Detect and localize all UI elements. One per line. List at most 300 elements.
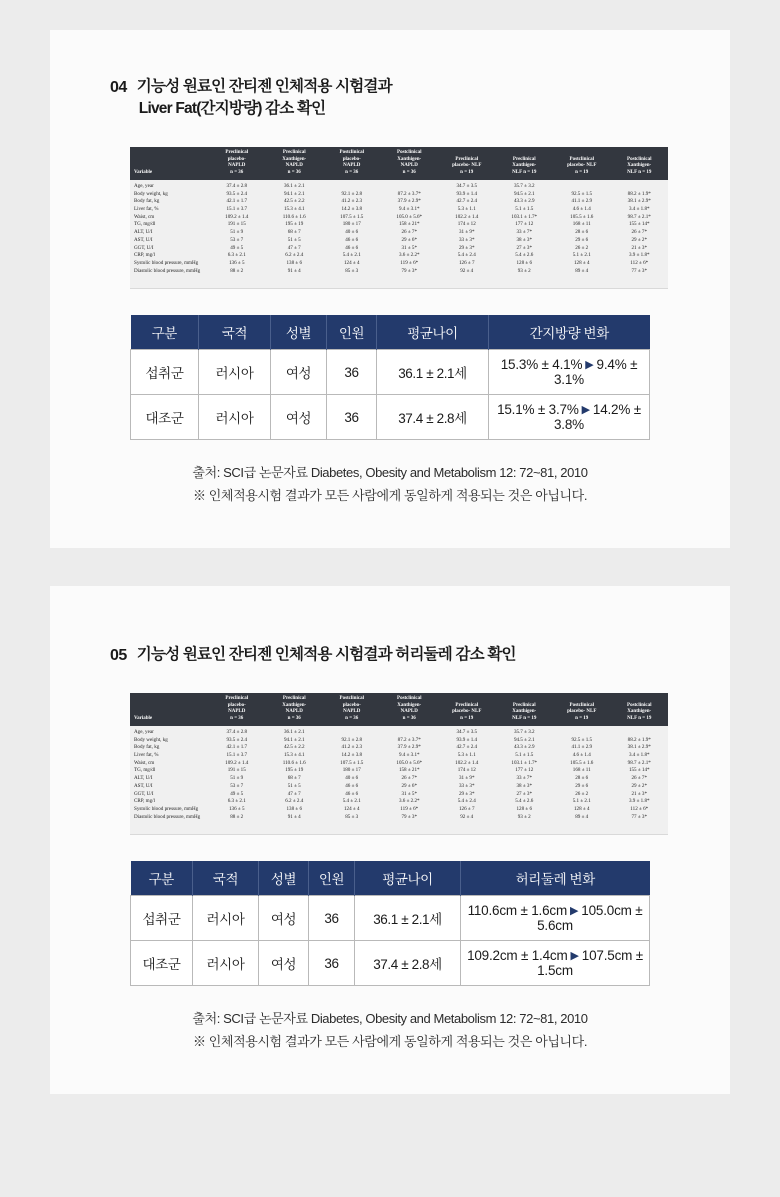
summary-body <box>131 350 650 440</box>
cell-variable: ALT, U/I <box>134 229 153 236</box>
cell-variable: Age, year <box>134 728 154 735</box>
cell-variable: Liver fat, % <box>134 206 159 213</box>
cell-variable: TG, mg/dl <box>134 767 156 774</box>
table-row <box>130 190 668 198</box>
cell: 42.7 ± 2.4 <box>456 744 478 751</box>
cell: 41.2 ± 2.3 <box>341 198 363 205</box>
table-row <box>130 744 668 752</box>
disclaimer-text: ※ 인체적용시험 결과가 모든 사람에게 동일하게 적용되는 것은 아닙니다. <box>192 1033 588 1049</box>
source-block-05 <box>130 1008 650 1054</box>
cell: 14.2 ± 3.8 <box>341 751 363 758</box>
cell: 15.1 ± 3.7 <box>226 751 248 758</box>
cell: 195 ± 19 <box>285 221 304 228</box>
summary-header-row <box>131 315 650 350</box>
cell-group: 섭취군 <box>131 896 193 941</box>
cell: 47 ± 7 <box>287 790 301 797</box>
cell: 93 ± 2 <box>517 813 531 820</box>
summary-table-wrap-05 <box>130 861 650 986</box>
cell: 4.6 ± 1.4 <box>572 206 591 213</box>
cell: 34.7 ± 3.5 <box>456 728 478 735</box>
cell: 43.3 ± 2.9 <box>513 744 535 751</box>
cell: 126 ± 7 <box>458 805 475 812</box>
cell: 94.1 ± 2.1 <box>283 190 305 197</box>
cell: 49 ± 5 <box>230 790 244 797</box>
cell-change <box>461 941 650 986</box>
cell: 79 ± 3* <box>401 813 418 820</box>
cell-variable: GGT, U/I <box>134 244 154 251</box>
section-title <box>137 76 392 121</box>
cell: 103.1 ± 1.7* <box>511 213 538 220</box>
table-row <box>130 205 668 213</box>
change-after: 14.2% ± 3.8% <box>554 402 641 433</box>
cell: 155 ± 14* <box>628 221 650 228</box>
research-col-variable: Variable <box>130 693 208 726</box>
cell: 37.4 ± 2.8 <box>226 728 248 735</box>
cell: 5.4 ± 2.4 <box>457 798 476 805</box>
table-row <box>130 798 668 806</box>
cell <box>553 726 611 736</box>
cell: 91 ± 4 <box>287 813 301 820</box>
cell-gender: 여성 <box>259 896 309 941</box>
cell: 6.2 ± 2.4 <box>285 798 304 805</box>
cell <box>611 180 669 190</box>
cell-group: 대조군 <box>131 395 199 440</box>
cell-variable: Diastolic blood pressure, mmHg <box>134 267 201 274</box>
cell: 88.2 ± 1.9* <box>627 190 651 197</box>
cell: 36.1 ± 2.1 <box>283 182 305 189</box>
arrow-icon: ▶ <box>581 404 590 417</box>
cell: 29 ± 2* <box>631 236 648 243</box>
change-before: 110.6cm ± 1.6cm <box>467 903 568 919</box>
cell: 112 ± 6* <box>630 805 649 812</box>
change-before: 15.3% ± 4.1% <box>500 357 583 373</box>
table-row <box>130 790 668 798</box>
summary-col-nationality: 국적 <box>193 861 259 896</box>
cell-variable: Body weight, kg <box>134 736 168 743</box>
cell: 46 ± 6 <box>345 790 359 797</box>
cell: 33 ± 3* <box>458 236 475 243</box>
cell: 91 ± 4 <box>287 267 301 274</box>
research-table <box>130 693 668 824</box>
cell: 180 ± 17 <box>342 221 361 228</box>
cell-age: 36.1 ± 2.1세 <box>355 896 461 941</box>
cell: 31 ± 9* <box>458 775 475 782</box>
cell: 46 ± 6 <box>345 782 359 789</box>
cell: 29 ± 6* <box>401 236 418 243</box>
cell: 37.9 ± 2.9* <box>397 198 421 205</box>
table-row <box>130 726 668 736</box>
cell: 107.5 ± 1.5 <box>340 213 364 220</box>
cell: 126 ± 7 <box>458 259 475 266</box>
cell: 124 ± 4 <box>343 259 360 266</box>
cell: 93 ± 2 <box>517 267 531 274</box>
cell <box>381 180 439 190</box>
cell: 5.1 ± 1.5 <box>515 206 534 213</box>
cell: 109.2 ± 1.4 <box>225 213 249 220</box>
cell-nationality: 러시아 <box>193 941 259 986</box>
research-col-1: Preclinical placebo- NAPLD n = 36 <box>208 693 266 726</box>
cell: 68 ± 7 <box>287 229 301 236</box>
cell-age: 37.4 ± 2.8세 <box>377 395 489 440</box>
arrow-icon: ▶ <box>570 950 579 963</box>
summary-col-group: 구분 <box>131 315 199 350</box>
cell: 46 ± 6 <box>345 236 359 243</box>
table-row <box>130 759 668 767</box>
cell: 5.4 ± 2.6 <box>515 252 534 259</box>
cell: 28 ± 6 <box>575 229 589 236</box>
research-table-head <box>130 693 668 726</box>
cell: 85 ± 3 <box>345 813 359 820</box>
research-table-05 <box>130 693 668 835</box>
research-col-4: Postclinical Xanthigen- NAPLD n = 36 <box>381 147 439 180</box>
cell: 21 ± 3* <box>631 790 648 797</box>
cell: 5.4 ± 2.4 <box>457 252 476 259</box>
section-title <box>137 644 516 666</box>
cell: 5.3 ± 1.1 <box>457 751 476 758</box>
summary-col-change: 허리둘레 변화 <box>461 861 650 896</box>
cell: 128 ± 6 <box>516 259 533 266</box>
cell: 87.2 ± 3.7* <box>397 190 421 197</box>
disclaimer-text: ※ 인체적용시험 결과가 모든 사람에게 동일하게 적용되는 것은 아닙니다. <box>192 487 588 503</box>
summary-col-count: 인원 <box>327 315 377 350</box>
cell: 119 ± 6* <box>400 805 419 812</box>
research-col-2: Preclinical Xanthigen- NAPLD n = 36 <box>266 693 324 726</box>
cell: 29 ± 3* <box>458 790 475 797</box>
cell-variable: Waist, cm <box>134 213 155 220</box>
cell: 136 ± 5 <box>228 259 245 266</box>
cell: 41.1 ± 2.9 <box>571 744 593 751</box>
cell: 93.5 ± 2.4 <box>226 736 248 743</box>
cell: 15.3 ± 4.1 <box>283 751 305 758</box>
section-title-line2: Liver Fat(간지방량) 감소 확인 <box>138 100 326 118</box>
cell: 6.2 ± 2.4 <box>285 252 304 259</box>
table-row <box>130 782 668 790</box>
source-text: 출처: SCI급 논문자료 Diabetes, Obesity and Metabolism 12: 72~81, 2010 <box>192 465 588 481</box>
section-title-line1: 기능성 원료인 잔티젠 인체적용 시험결과 허리둘레 감소 확인 <box>136 645 516 663</box>
cell: 31 ± 5* <box>401 790 418 797</box>
cell: 33 ± 7* <box>516 229 533 236</box>
cell: 29 ± 3* <box>458 244 475 251</box>
cell: 77 ± 3* <box>631 267 648 274</box>
cell: 92.5 ± 1.5 <box>571 190 593 197</box>
summary-col-gender: 성별 <box>271 315 327 350</box>
summary-table <box>130 861 650 986</box>
cell: 68 ± 7 <box>287 775 301 782</box>
cell: 94.1 ± 2.1 <box>283 736 305 743</box>
research-col-8: Postclinical Xanthigen- NLF n = 19 <box>611 147 669 180</box>
cell: 98.7 ± 2.1* <box>627 759 651 766</box>
research-table-body <box>130 180 668 278</box>
summary-header-row <box>131 861 650 896</box>
cell: 195 ± 19 <box>285 767 304 774</box>
summary-col-gender: 성별 <box>259 861 309 896</box>
cell: 124 ± 4 <box>343 805 360 812</box>
cell: 38.1 ± 2.9* <box>627 198 651 205</box>
cell-nationality: 러시아 <box>199 395 271 440</box>
cell: 36.1 ± 2.1 <box>283 728 305 735</box>
cell-count: 36 <box>327 350 377 395</box>
cell: 31 ± 9* <box>458 229 475 236</box>
cell-variable: TG, mg/dl <box>134 221 156 228</box>
cell: 93.9 ± 1.4 <box>456 736 478 743</box>
section-number: 04 <box>110 79 127 96</box>
table-row <box>130 736 668 744</box>
cell-gender: 여성 <box>271 395 327 440</box>
cell: 38 ± 3* <box>516 236 533 243</box>
cell: 26 ± 2 <box>575 244 589 251</box>
summary-col-change: 간지방량 변화 <box>489 315 650 350</box>
cell: 26 ± 2 <box>575 790 589 797</box>
research-col-7: Postclinical placebo- NLF n = 19 <box>553 693 611 726</box>
source-block-04 <box>130 462 650 508</box>
research-col-4: Postclinical Xanthigen- NAPLD n = 36 <box>381 693 439 726</box>
cell: 40 ± 6 <box>345 229 359 236</box>
cell: 37.9 ± 2.9* <box>397 744 421 751</box>
cell-variable: Body fat, kg <box>134 744 160 751</box>
cell-gender: 여성 <box>259 941 309 986</box>
research-col-6: Preclinical Xanthigen- NLF n = 19 <box>496 693 554 726</box>
cell: 28 ± 6 <box>575 775 589 782</box>
cell: 92 ± 4 <box>460 813 474 820</box>
table-row <box>130 198 668 206</box>
cell: 38.1 ± 2.9* <box>627 744 651 751</box>
table-row <box>130 767 668 775</box>
cell: 4.6 ± 1.4 <box>572 751 591 758</box>
cell-variable: Body fat, kg <box>134 198 160 205</box>
change-before: 109.2cm ± 1.4cm <box>467 948 568 964</box>
cell-count: 36 <box>327 395 377 440</box>
research-table-body <box>130 726 668 824</box>
cell: 89 ± 4 <box>575 813 589 820</box>
cell: 3.4 ± 1.8* <box>628 206 650 213</box>
table-row <box>130 221 668 229</box>
cell: 42.7 ± 2.4 <box>456 198 478 205</box>
cell: 15.3 ± 4.1 <box>283 206 305 213</box>
research-col-variable: Variable <box>130 147 208 180</box>
cell-change <box>489 350 650 395</box>
cell: 42.5 ± 2.2 <box>283 198 305 205</box>
cell-variable: Waist, cm <box>134 759 155 766</box>
cell: 158 ± 21* <box>398 767 420 774</box>
research-col-5: Preclinical placebo- NLF n = 19 <box>438 693 496 726</box>
cell: 43.3 ± 2.9 <box>513 198 535 205</box>
table-row <box>130 751 668 759</box>
table-row <box>131 941 650 986</box>
cell-age: 36.1 ± 2.1세 <box>377 350 489 395</box>
cell: 29 ± 6 <box>575 782 589 789</box>
cell: 9.4 ± 3.1* <box>398 751 420 758</box>
cell: 177 ± 12 <box>515 767 534 774</box>
cell: 5.4 ± 2.1 <box>342 252 361 259</box>
cell: 51 ± 9 <box>230 229 244 236</box>
cell-count: 36 <box>309 941 355 986</box>
cell: 5.3 ± 1.1 <box>457 206 476 213</box>
cell: 5.1 ± 2.1 <box>572 798 591 805</box>
cell: 5.4 ± 2.1 <box>342 798 361 805</box>
table-row <box>131 350 650 395</box>
cell-change <box>461 896 650 941</box>
cell <box>323 180 381 190</box>
cell: 87.2 ± 3.7* <box>397 736 421 743</box>
source-text: 출처: SCI급 논문자료 Diabetes, Obesity and Metabolism 12: 72~81, 2010 <box>192 1011 588 1027</box>
table-row <box>130 267 668 278</box>
cell: 168 ± 11 <box>572 767 591 774</box>
cell: 27 ± 3* <box>516 244 533 251</box>
cell-count: 36 <box>309 896 355 941</box>
arrow-icon: ▶ <box>585 359 594 372</box>
cell-group: 섭취군 <box>131 350 199 395</box>
section-heading-05 <box>110 644 690 667</box>
cell: 158 ± 21* <box>398 221 420 228</box>
cell: 174 ± 12 <box>457 767 476 774</box>
cell: 35.7 ± 3.2 <box>513 728 535 735</box>
cell: 103.1 ± 1.7* <box>511 759 538 766</box>
cell-variable: Liver fat, % <box>134 751 159 758</box>
cell-variable: AST, U/I <box>134 782 153 789</box>
cell: 26 ± 7* <box>401 775 418 782</box>
section-card-04 <box>50 30 730 548</box>
cell: 92.1 ± 2.8 <box>341 736 363 743</box>
cell: 37.4 ± 2.8 <box>226 182 248 189</box>
cell: 33 ± 7* <box>516 775 533 782</box>
cell: 93.9 ± 1.4 <box>456 190 478 197</box>
cell: 3.6 ± 2.2* <box>398 798 420 805</box>
cell <box>381 726 439 736</box>
change-after: 105.0cm ± 5.6cm <box>537 903 643 934</box>
cell: 41.2 ± 2.3 <box>341 744 363 751</box>
cell: 180 ± 17 <box>342 767 361 774</box>
cell: 94.5 ± 2.1 <box>513 736 535 743</box>
summary-table <box>130 315 650 440</box>
cell: 31 ± 5* <box>401 244 418 251</box>
cell: 105.5 ± 1.6 <box>570 213 594 220</box>
cell: 191 ± 15 <box>227 767 246 774</box>
cell: 47 ± 7 <box>287 244 301 251</box>
cell: 105.5 ± 1.6 <box>570 759 594 766</box>
cell: 26 ± 7* <box>631 229 648 236</box>
cell: 92.5 ± 1.5 <box>571 736 593 743</box>
table-bottom-pad <box>130 278 668 288</box>
cell: 89 ± 4 <box>575 267 589 274</box>
cell: 51 ± 9 <box>230 775 244 782</box>
section-number: 05 <box>110 646 127 664</box>
cell-variable: CRP, mg/l <box>134 252 155 259</box>
cell: 128 ± 6 <box>516 805 533 812</box>
table-row <box>130 180 668 190</box>
summary-body <box>131 896 650 986</box>
summary-col-group: 구분 <box>131 861 193 896</box>
research-table-head <box>130 147 668 180</box>
research-col-6: Preclinical Xanthigen- NLF n = 19 <box>496 147 554 180</box>
cell: 6.3 ± 2.1 <box>227 252 246 259</box>
cell: 29 ± 2* <box>631 782 648 789</box>
cell: 5.1 ± 1.5 <box>515 751 534 758</box>
table-row <box>130 244 668 252</box>
summary-col-nationality: 국적 <box>199 315 271 350</box>
cell: 40 ± 6 <box>345 775 359 782</box>
summary-table-wrap-04 <box>130 315 650 440</box>
cell: 53 ± 7 <box>230 236 244 243</box>
table-bottom-pad <box>130 824 668 834</box>
cell: 35.7 ± 3.2 <box>513 182 535 189</box>
cell-variable: Body weight, kg <box>134 190 168 197</box>
cell: 110.6 ± 1.6 <box>282 213 306 220</box>
cell: 94.5 ± 2.1 <box>513 190 535 197</box>
cell: 128 ± 4 <box>573 805 590 812</box>
cell: 5.1 ± 2.1 <box>572 252 591 259</box>
cell: 53 ± 7 <box>230 782 244 789</box>
cell-variable: Systolic blood pressure, mmHg <box>134 259 199 266</box>
cell: 3.9 ± 1.8* <box>628 252 650 259</box>
cell: 49 ± 5 <box>230 244 244 251</box>
cell: 107.5 ± 1.5 <box>340 759 364 766</box>
cell-change <box>489 395 650 440</box>
cell: 191 ± 15 <box>227 221 246 228</box>
cell <box>611 726 669 736</box>
section-heading-04 <box>110 76 690 121</box>
arrow-icon: ▶ <box>570 905 579 918</box>
research-col-8: Postclinical Xanthigen- NLF n = 19 <box>611 693 669 726</box>
table-row <box>130 229 668 237</box>
cell: 38 ± 3* <box>516 782 533 789</box>
summary-head <box>131 315 650 350</box>
cell: 3.4 ± 1.8* <box>628 751 650 758</box>
cell: 77 ± 3* <box>631 813 648 820</box>
cell: 177 ± 12 <box>515 221 534 228</box>
table-row <box>130 213 668 221</box>
cell: 174 ± 12 <box>457 221 476 228</box>
cell: 136 ± 5 <box>228 805 245 812</box>
cell: 9.4 ± 3.1* <box>398 206 420 213</box>
cell: 109.2 ± 1.4 <box>225 759 249 766</box>
cell: 79 ± 3* <box>401 267 418 274</box>
cell: 3.6 ± 2.2* <box>398 252 420 259</box>
research-col-2: Preclinical Xanthigen- NAPLD n = 36 <box>266 147 324 180</box>
cell: 88 ± 2 <box>230 267 244 274</box>
cell: 5.4 ± 2.6 <box>515 798 534 805</box>
cell-gender: 여성 <box>271 350 327 395</box>
cell: 102.2 ± 1.4 <box>455 213 479 220</box>
research-header-row <box>130 693 668 726</box>
cell-nationality: 러시아 <box>199 350 271 395</box>
cell: 3.9 ± 1.8* <box>628 798 650 805</box>
table-row <box>130 805 668 813</box>
cell-nationality: 러시아 <box>193 896 259 941</box>
table-row <box>130 252 668 260</box>
cell-variable: Diastolic blood pressure, mmHg <box>134 813 201 820</box>
change-after: 107.5cm ± 1.5cm <box>537 948 643 979</box>
cell: 42.5 ± 2.2 <box>283 744 305 751</box>
summary-head <box>131 861 650 896</box>
cell: 34.7 ± 3.5 <box>456 182 478 189</box>
cell: 51 ± 5 <box>287 236 301 243</box>
table-row <box>131 395 650 440</box>
section-title-line1: 기능성 원료인 잔티젠 인체적용 시험결과 <box>136 78 392 95</box>
cell: 105.0 ± 5.6* <box>396 759 423 766</box>
cell-age: 37.4 ± 2.8세 <box>355 941 461 986</box>
table-row <box>130 236 668 244</box>
cell: 6.3 ± 2.1 <box>227 798 246 805</box>
research-header-row <box>130 147 668 180</box>
cell: 155 ± 14* <box>628 767 650 774</box>
cell: 29 ± 6* <box>401 782 418 789</box>
research-col-1: Preclinical placebo- NAPLD n = 36 <box>208 147 266 180</box>
cell: 33 ± 3* <box>458 782 475 789</box>
cell: 138 ± 6 <box>286 805 303 812</box>
cell: 138 ± 6 <box>286 259 303 266</box>
cell <box>553 180 611 190</box>
cell: 15.1 ± 3.7 <box>226 206 248 213</box>
